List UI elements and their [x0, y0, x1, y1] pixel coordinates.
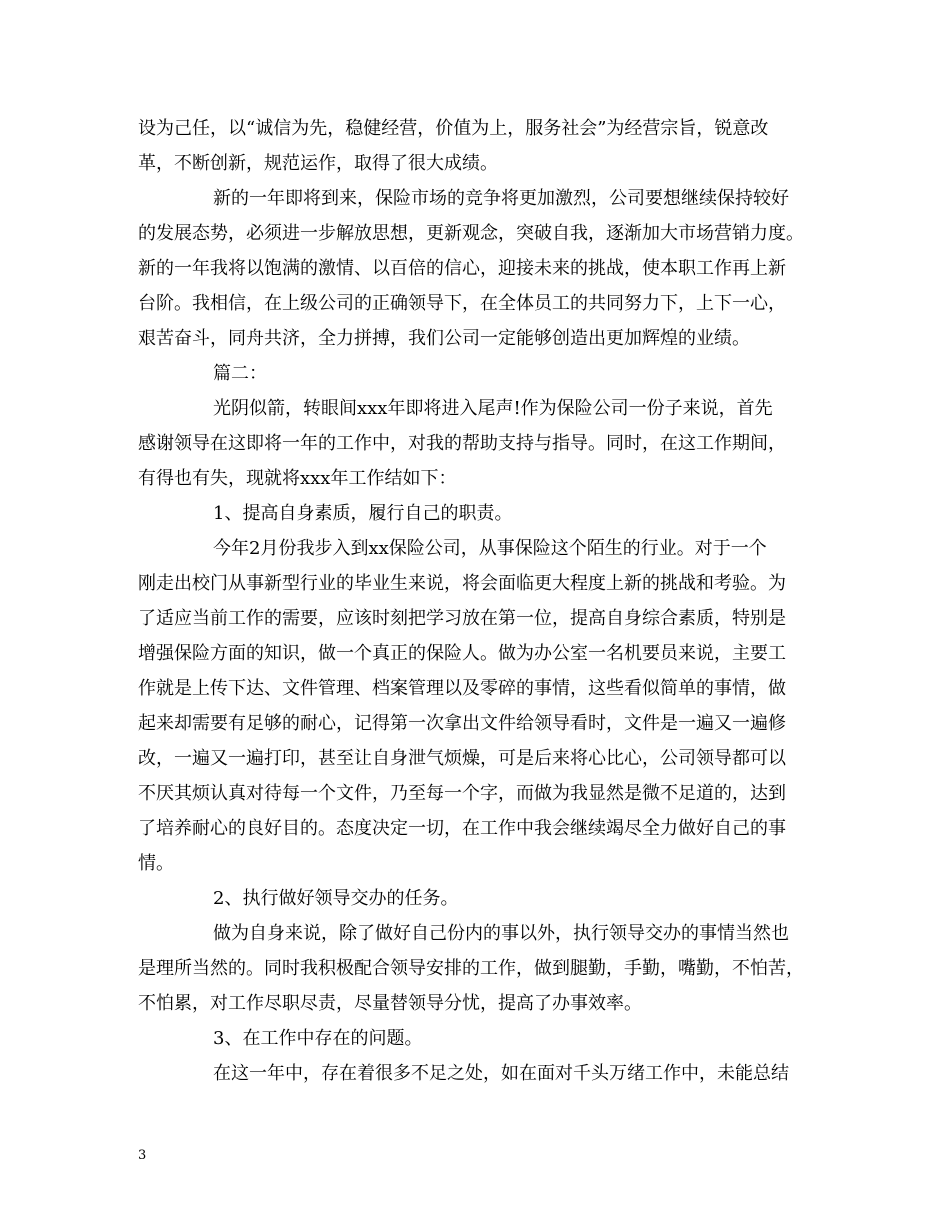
page-number: 3	[138, 1148, 147, 1163]
text-line: 了培养耐心的良好目的。态度决定一切，在工作中我会继续竭尽全力做好自己的事	[138, 818, 786, 839]
text-line: 有得也有失，现就将xxx年工作结如下：	[138, 468, 457, 489]
text-line: 设为己任，以“诚信为先，稳健经营，价值为上，服务社会”为经营宗旨，锐意改	[138, 118, 769, 139]
text-line: 新的一年我将以饱满的激情、以百倍的信心，迎接未来的挑战，使本职工作再上新	[138, 258, 786, 279]
text-line: 革，不断创新，规范运作，取得了很大成绩。	[138, 153, 498, 174]
text-line: 新的一年即将到来，保险市场的竞争将更加激烈，公司要想继续保持较好	[213, 188, 789, 209]
text-line: 作就是上传下达、文件管理、档案管理以及零碎的事情，这些看似简单的事情，做	[138, 678, 786, 699]
text-line: 今年2月份我步入到xx保险公司，从事保险这个陌生的行业。对于一个	[213, 538, 767, 559]
text-line: 的发展态势，必须进一步解放思想，更新观念，突破自我，逐渐加大市场营销力度。	[138, 223, 804, 244]
text-line: 增强保险方面的知识，做一个真正的保险人。做为办公室一名机要员来说，主要工	[138, 643, 786, 664]
text-line: 情。	[138, 853, 174, 874]
text-line: 感谢领导在这即将一年的工作中，对我的帮助支持与指导。同时，在这工作期间，	[138, 433, 786, 454]
numbered-heading: 3、在工作中存在的问题。	[213, 1028, 423, 1049]
text-line: 起来却需要有足够的耐心，记得第一次拿出文件给领导看时，文件是一遍又一遍修	[138, 713, 786, 734]
text-line: 做为自身来说，除了做好自己份内的事以外，执行领导交办的事情当然也	[213, 923, 789, 944]
text-line: 艰苦奋斗，同舟共济，全力拼搏，我们公司一定能够创造出更加辉煌的业绩。	[138, 328, 750, 349]
text-line: 在这一年中，存在着很多不足之处，如在面对千头万绪工作中，未能总结	[213, 1063, 789, 1084]
text-line: 台阶。我相信，在上级公司的正确领导下，在全体员工的共同努力下，上下一心，	[138, 293, 786, 314]
text-line: 刚走出校门从事新型行业的毕业生来说，将会面临更大程度上新的挑战和考验。为	[138, 573, 786, 594]
numbered-heading: 1、提高自身素质，履行自己的职责。	[213, 503, 513, 524]
text-line: 是理所当然的。同时我积极配合领导安排的工作，做到腿勤，手勤，嘴勤，不怕苦，	[138, 958, 804, 979]
text-line: 了适应当前工作的需要，应该时刻把学习放在第一位，提高自身综合素质，特别是	[138, 608, 786, 629]
text-line: 不厌其烦认真对待每一个文件，乃至每一个字，而做为我显然是微不足道的，达到	[138, 783, 786, 804]
text-line: 不怕累，对工作尽职尽责，尽量替领导分忧，提高了办事效率。	[138, 993, 642, 1014]
text-line: 改，一遍又一遍打印，甚至让自身泄气烦燥，可是后来将心比心，公司领导都可以	[138, 748, 786, 769]
numbered-heading: 2、执行做好领导交办的任务。	[213, 888, 459, 909]
text-line: 光阴似箭，转眼间xxx年即将进入尾声!作为保险公司一份子来说，首先	[213, 398, 773, 419]
section-heading: 篇二：	[213, 363, 267, 384]
